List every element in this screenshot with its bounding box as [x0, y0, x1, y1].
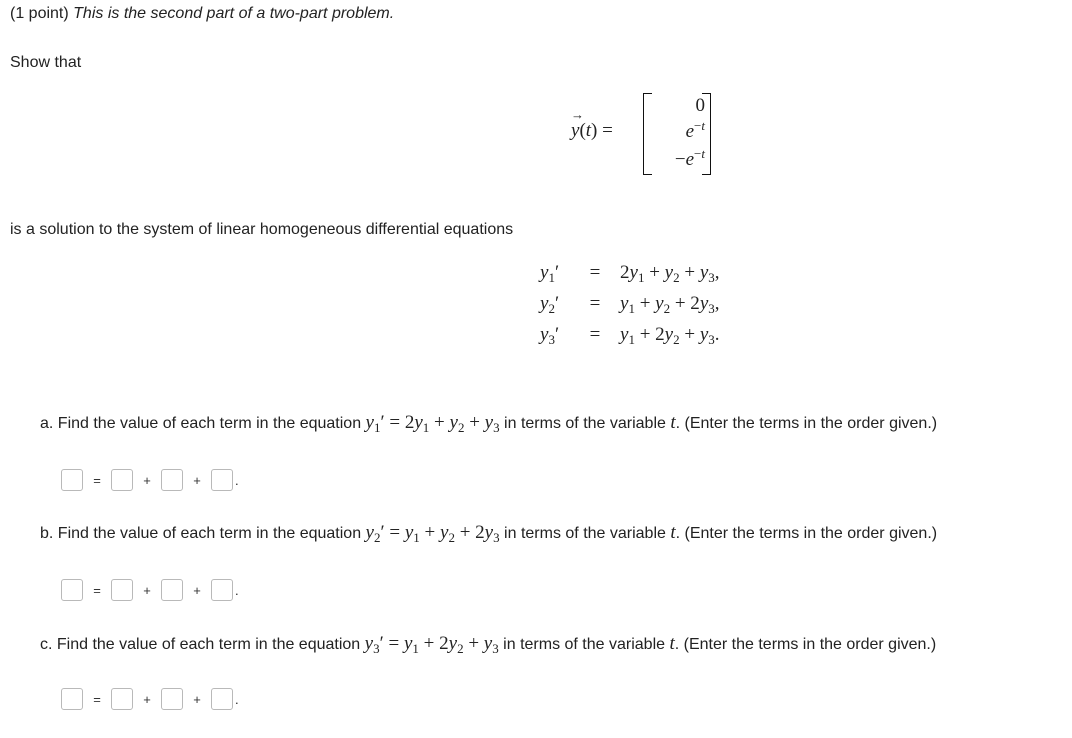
system-row-2-eq: =	[589, 293, 601, 314]
system-row-2-lhs: $y_2'$	[540, 293, 560, 316]
plus-sign: +	[193, 582, 201, 598]
vector-y-symbol: y →	[571, 120, 579, 141]
plus-sign: +	[143, 691, 151, 707]
answer-row-c	[61, 686, 239, 712]
points-label: (1 point)	[10, 5, 69, 22]
end-period: .	[235, 691, 239, 707]
show-that-text: Show that	[10, 54, 82, 71]
answer-b-term3-input[interactable]	[211, 579, 233, 601]
problem-header	[10, 5, 394, 23]
system-row-1-eq: =	[589, 262, 601, 283]
answer-b-term2-input[interactable]	[161, 579, 183, 601]
answer-c-term3-input[interactable]	[211, 688, 233, 710]
system-row-1-lhs: $y_1'$	[540, 262, 560, 285]
answer-a-term2-input[interactable]	[161, 469, 183, 491]
system-intro-text: is a solution to the system of linear homogeneous differential equations	[10, 221, 514, 238]
equals-sign: =	[93, 472, 101, 488]
answer-c-lhs-input[interactable]	[61, 688, 83, 710]
answer-c-term2-input[interactable]	[161, 688, 183, 710]
answer-a-lhs-input[interactable]	[61, 469, 83, 491]
end-period: .	[235, 472, 239, 488]
answer-row-b	[61, 577, 239, 603]
matrix-entry-3: $-e^{-t}$	[674, 146, 705, 170]
answer-row-a	[61, 467, 239, 493]
question-b-text: b. Find the value of each term in the equation $y_2' = y_1 + y_2 + 2y_3$ in terms of the variable t. (Enter the terms in the order given.)	[40, 522, 938, 545]
answer-b-term1-input[interactable]	[111, 579, 133, 601]
solution-vector-lhs: y →(t) =	[571, 120, 613, 142]
question-a-text: a. Find the value of each term in the equation $y_1' = 2y_1 + y_2 + y_3$ in terms of the variable t. (Enter the terms in the order given.)	[40, 412, 938, 435]
question-c-text: c. Find the value of each term in the equation $y_3' = y_1 + 2y_2 + y_3$ in terms of the variable t. (Enter the terms in the order given.)	[40, 633, 937, 656]
system-row-2-rhs: $y_1 + y_2 + 2y_3$,	[620, 293, 720, 316]
end-period: .	[235, 582, 239, 598]
equals-sign: =	[93, 691, 101, 707]
answer-a-term3-input[interactable]	[211, 469, 233, 491]
system-row-1-rhs: $2y_1 + y_2 + y_3$,	[620, 262, 720, 285]
matrix-entry-2: $e^{-t}$	[685, 118, 705, 142]
system-row-3-rhs: $y_1 + 2y_2 + y_3$.	[620, 324, 720, 347]
system-row-3-lhs: $y_3'$	[540, 324, 560, 347]
answer-c-term1-input[interactable]	[111, 688, 133, 710]
answer-a-term1-input[interactable]	[111, 469, 133, 491]
equals-sign: =	[93, 582, 101, 598]
plus-sign: +	[143, 472, 151, 488]
matrix-entry-1: 0	[695, 95, 705, 116]
answer-b-lhs-input[interactable]	[61, 579, 83, 601]
plus-sign: +	[143, 582, 151, 598]
plus-sign: +	[193, 472, 201, 488]
problem-note: This is the second part of a two-part problem.	[73, 5, 395, 22]
plus-sign: +	[193, 691, 201, 707]
system-row-3-eq: =	[589, 324, 601, 345]
